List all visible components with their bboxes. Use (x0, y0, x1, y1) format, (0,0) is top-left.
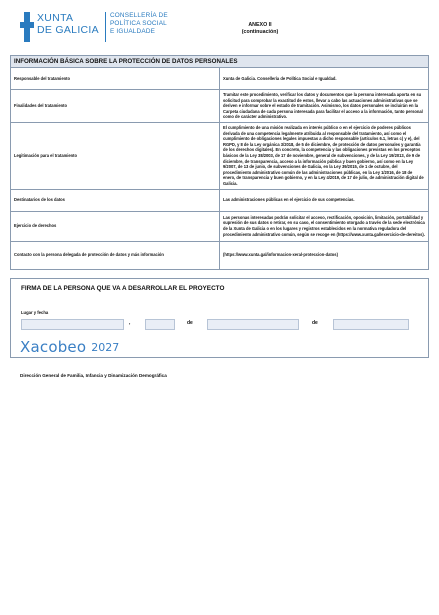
table-row (11, 211, 429, 241)
row-value: Las administraciones públicas en el ejercicio de sus competencias. (220, 189, 429, 211)
xacobeo-year: 2027 (91, 340, 120, 354)
row-label: Responsable del tratamiento (11, 68, 220, 90)
table-row (11, 90, 429, 123)
de-separator-2: de (312, 320, 318, 326)
row-label: Contacto con la persona delegada de protección de datos y más información (11, 241, 220, 269)
table-row (11, 122, 429, 189)
department-footer: Dirección General de Familia, Infancia y Dinamización Demográfica (20, 373, 167, 378)
document-header (20, 12, 430, 48)
row-value: Las personas interesadas podrán solicitar el acceso, rectificación, oposición, limitación, portabilidad y supresión de sus datos o retirar, en su caso, el consentimiento otorgado a través de la sede electrónica de la Xunta de Galicia o en los lugares y registros establecidos en la normativa reguladora del procedimiento administrativo común, según se recoge en (https://www.xunta.gal/exercicio-de-dereitos). (220, 211, 429, 241)
xunta-logo (20, 12, 168, 42)
day-input[interactable] (145, 319, 175, 330)
table-title-row (11, 56, 429, 68)
annex-title: ANEXO II (248, 22, 272, 28)
month-input[interactable] (207, 319, 299, 330)
xacobeo-logo (20, 338, 119, 356)
row-label: Ejercicio de derechos (11, 211, 220, 241)
comma-separator: , (129, 320, 131, 326)
table-title: INFORMACIÓN BÁSICA SOBRE LA PROTECCIÓN DE DATOS PERSONALES (11, 56, 429, 68)
table-row (11, 241, 429, 269)
year-input[interactable] (333, 319, 409, 330)
row-value: Xunta de Galicia. Consellería de Política Social e Igualdad. (220, 68, 429, 90)
xunta-cross-icon (20, 12, 34, 42)
annex-subtitle: (continuación) (241, 29, 279, 35)
logo-subtext: CONSELLERÍA DE POLÍTICA SOCIAL E IGUALDADE (109, 12, 168, 35)
table-row (11, 68, 429, 90)
logo-main-text: XUNTA DE GALICIA (37, 12, 99, 36)
row-value: (https://www.xunta.gal/informacion-xeral-proteccion-datos) (220, 241, 429, 269)
xacobeo-wordmark: Xacobeo (20, 338, 87, 356)
place-input[interactable] (21, 319, 124, 330)
de-separator-1: de (187, 320, 193, 326)
row-value: Tramitar este procedimiento, verificar los datos y documentos que la persona interesada aporta en su solicitud para comprobar la exactitud de estos, llevar a cabo las actuaciones administrativas que se deriven e informar sobre el estado de tramitación. Asimismo, los datos personales se incluirán en la Carpeta ciudadana de cada persona interesada para facilitar el acceso a la información, tanto personal como de carácter administrativo. (220, 90, 429, 123)
table-row (11, 189, 429, 211)
row-label: Destinatarios de los datos (11, 189, 220, 211)
annex-heading (230, 22, 290, 36)
place-date-label: Lugar y fecha (21, 310, 49, 315)
signature-title: FIRMA DE LA PERSONA QUE VA A DESARROLLAR EL PROYECTO (21, 285, 225, 292)
row-label: Legitimación para el tratamiento (11, 122, 220, 189)
row-value: El cumplimiento de una misión realizada en interés público o en el ejercicio de poderes públicos derivada de una competencia legalmente atribuida al responsable del tratamiento, así como el cumplimiento de obligaciones legales impuestas a dicho responsable (artículos 6.1, letras c) y e), del RGPD, y 8 de la Ley orgánica 3/2018, de 5 de diciembre, de protección de datos personales y garantía de los derechos digitales). En concreto, la competencia y las obligaciones previstas en los preceptos básicos de la Ley 38/2003, de 17 de noviembre, general de subvenciones, y de la Ley 19/2013, de 9 de diciembre, de transparencia, acceso a la información pública y buen gobierno, así como en la Ley 9/2007, de 13 de junio, de subvenciones de Galicia, en la Ley 39/2015, de 1 de octubre, del procedimiento administrativo común de las administraciones públicas, en la Ley 1/2016, de 18 de enero, de transparencia y buen gobierno, y en la Ley 4/2019, de 17 de julio, de administración digital de Galicia. (220, 122, 429, 189)
logo-divider (105, 12, 106, 42)
row-label: Finalidades del tratamiento (11, 90, 220, 123)
data-protection-table (10, 55, 429, 270)
